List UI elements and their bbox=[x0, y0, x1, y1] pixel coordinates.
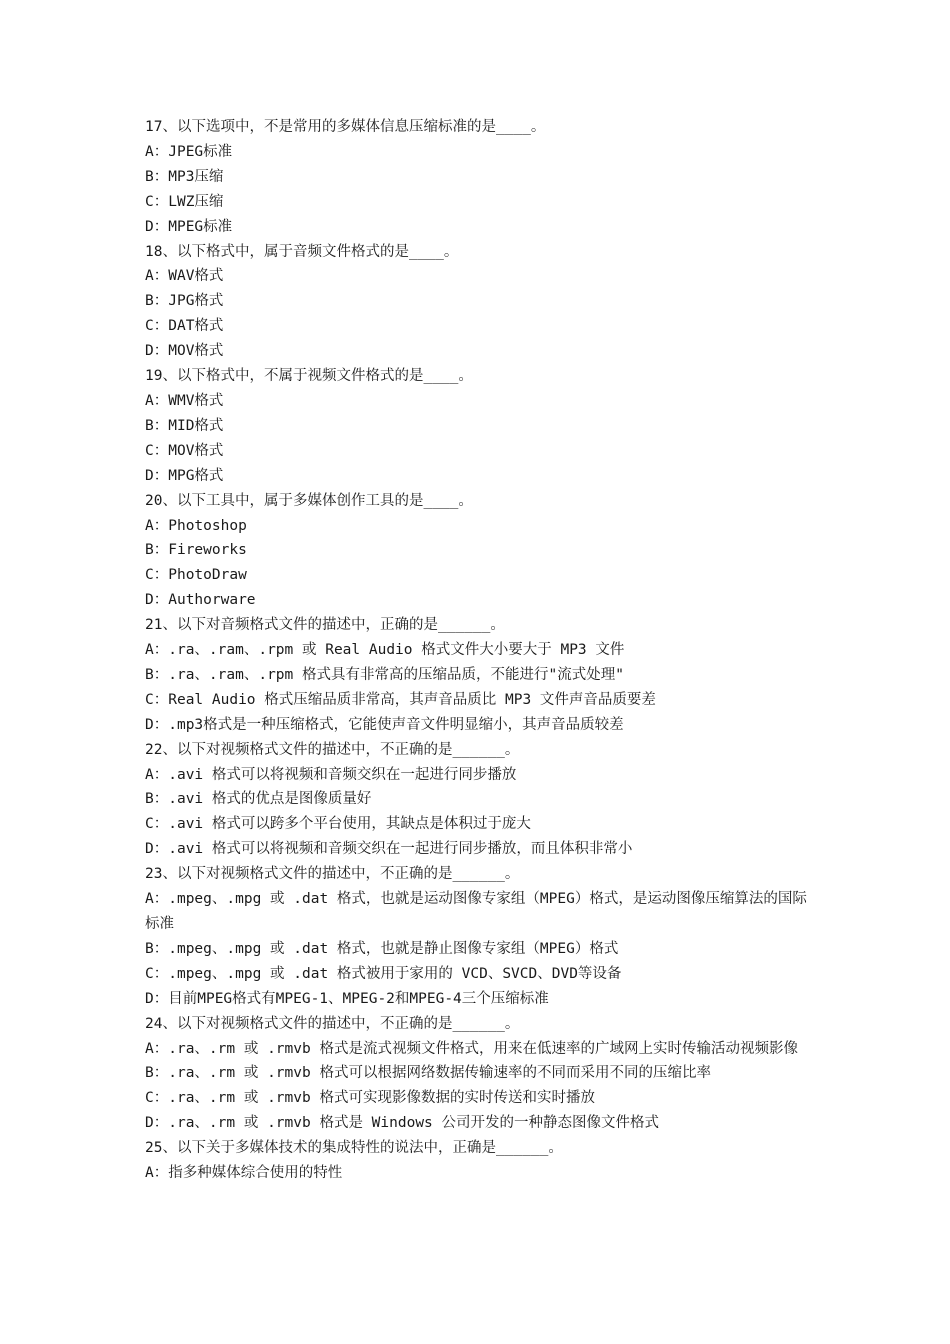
option-25-a: A：指多种媒体综合使用的特性 bbox=[145, 1165, 343, 1182]
option-22-d: D：.avi 格式可以将视频和音频交织在一起进行同步播放，而且体积非常小 bbox=[145, 841, 633, 858]
option-20-a: A：Photoshop bbox=[145, 517, 247, 534]
option-21-b: B：.ra、.ram、.rpm 格式具有非常高的压缩品质，不能进行"流式处理" bbox=[145, 666, 624, 683]
option-22-a: A：.avi 格式可以将视频和音频交织在一起进行同步播放 bbox=[145, 766, 517, 783]
question-24: 24、以下对视频格式文件的描述中，不正确的是______。 bbox=[145, 1015, 520, 1032]
option-24-b: B：.ra、.rm 或 .rmvb 格式可以根据网络数据传输速率的不同而采用不同的压缩比率 bbox=[145, 1065, 711, 1082]
option-18-c: C：DAT格式 bbox=[145, 318, 224, 335]
option-18-a: A：WAV格式 bbox=[145, 268, 224, 285]
option-21-c: C：Real Audio 格式压缩品质非常高，其声音品质比 MP3 文件声音品质要差 bbox=[145, 691, 656, 708]
question-text-block bbox=[145, 115, 810, 1186]
option-22-b: B：.avi 格式的优点是图像质量好 bbox=[145, 791, 372, 808]
option-24-a: A：.ra、.rm 或 .rmvb 格式是流式视频文件格式，用来在低速率的广域网上实时传输活动视频影像 bbox=[145, 1040, 798, 1057]
option-20-d: D：Authorware bbox=[145, 592, 256, 609]
option-17-a: A：JPEG标准 bbox=[145, 143, 233, 160]
option-22-c: C：.avi 格式可以跨多个平台使用，其缺点是体积过于庞大 bbox=[145, 816, 531, 833]
option-24-c: C：.ra、.rm 或 .rmvb 格式可实现影像数据的实时传送和实时播放 bbox=[145, 1090, 595, 1107]
option-23-a: A：.mpeg、.mpg 或 .dat 格式，也就是运动图像专家组（MPEG）格式，是运动图像压缩算法的国际标准 bbox=[145, 891, 807, 932]
question-22: 22、以下对视频格式文件的描述中，不正确的是______。 bbox=[145, 741, 520, 758]
question-19: 19、以下格式中，不属于视频文件格式的是____。 bbox=[145, 368, 473, 385]
option-19-d: D：MPG格式 bbox=[145, 467, 224, 484]
option-20-b: B：Fireworks bbox=[145, 542, 247, 559]
option-23-b: B：.mpeg、.mpg 或 .dat 格式，也就是静止图像专家组（MPEG）格式 bbox=[145, 940, 619, 957]
option-17-d: D：MPEG标准 bbox=[145, 218, 233, 235]
question-20: 20、以下工具中，属于多媒体创作工具的是____。 bbox=[145, 492, 473, 509]
question-25: 25、以下关于多媒体技术的集成特性的说法中，正确是______。 bbox=[145, 1140, 563, 1157]
option-21-a: A：.ra、.ram、.rpm 或 Real Audio 格式文件大小要大于 MP3 文件 bbox=[145, 642, 625, 659]
option-18-b: B：JPG格式 bbox=[145, 293, 224, 310]
option-23-d: D：目前MPEG格式有MPEG-1、MPEG-2和MPEG-4三个压缩标准 bbox=[145, 990, 549, 1007]
option-19-b: B：MID格式 bbox=[145, 417, 224, 434]
option-17-b: B：MP3压缩 bbox=[145, 168, 224, 185]
question-18: 18、以下格式中，属于音频文件格式的是____。 bbox=[145, 243, 459, 260]
option-19-a: A：WMV格式 bbox=[145, 392, 224, 409]
option-20-c: C：PhotoDraw bbox=[145, 567, 247, 584]
question-23: 23、以下对视频格式文件的描述中，不正确的是______。 bbox=[145, 866, 520, 883]
option-24-d: D：.ra、.rm 或 .rmvb 格式是 Windows 公司开发的一种静态图像文件格式 bbox=[145, 1115, 660, 1132]
option-18-d: D：MOV格式 bbox=[145, 343, 224, 360]
question-17: 17、以下选项中，不是常用的多媒体信息压缩标准的是____。 bbox=[145, 119, 546, 135]
question-21: 21、以下对音频格式文件的描述中，正确的是______。 bbox=[145, 617, 505, 634]
option-19-c: C：MOV格式 bbox=[145, 442, 224, 459]
option-17-c: C：LWZ压缩 bbox=[145, 193, 224, 210]
option-23-c: C：.mpeg、.mpg 或 .dat 格式被用于家用的 VCD、SVCD、DVD等设备 bbox=[145, 965, 622, 982]
option-21-d: D：.mp3格式是一种压缩格式，它能使声音文件明显缩小，其声音品质较差 bbox=[145, 716, 624, 733]
